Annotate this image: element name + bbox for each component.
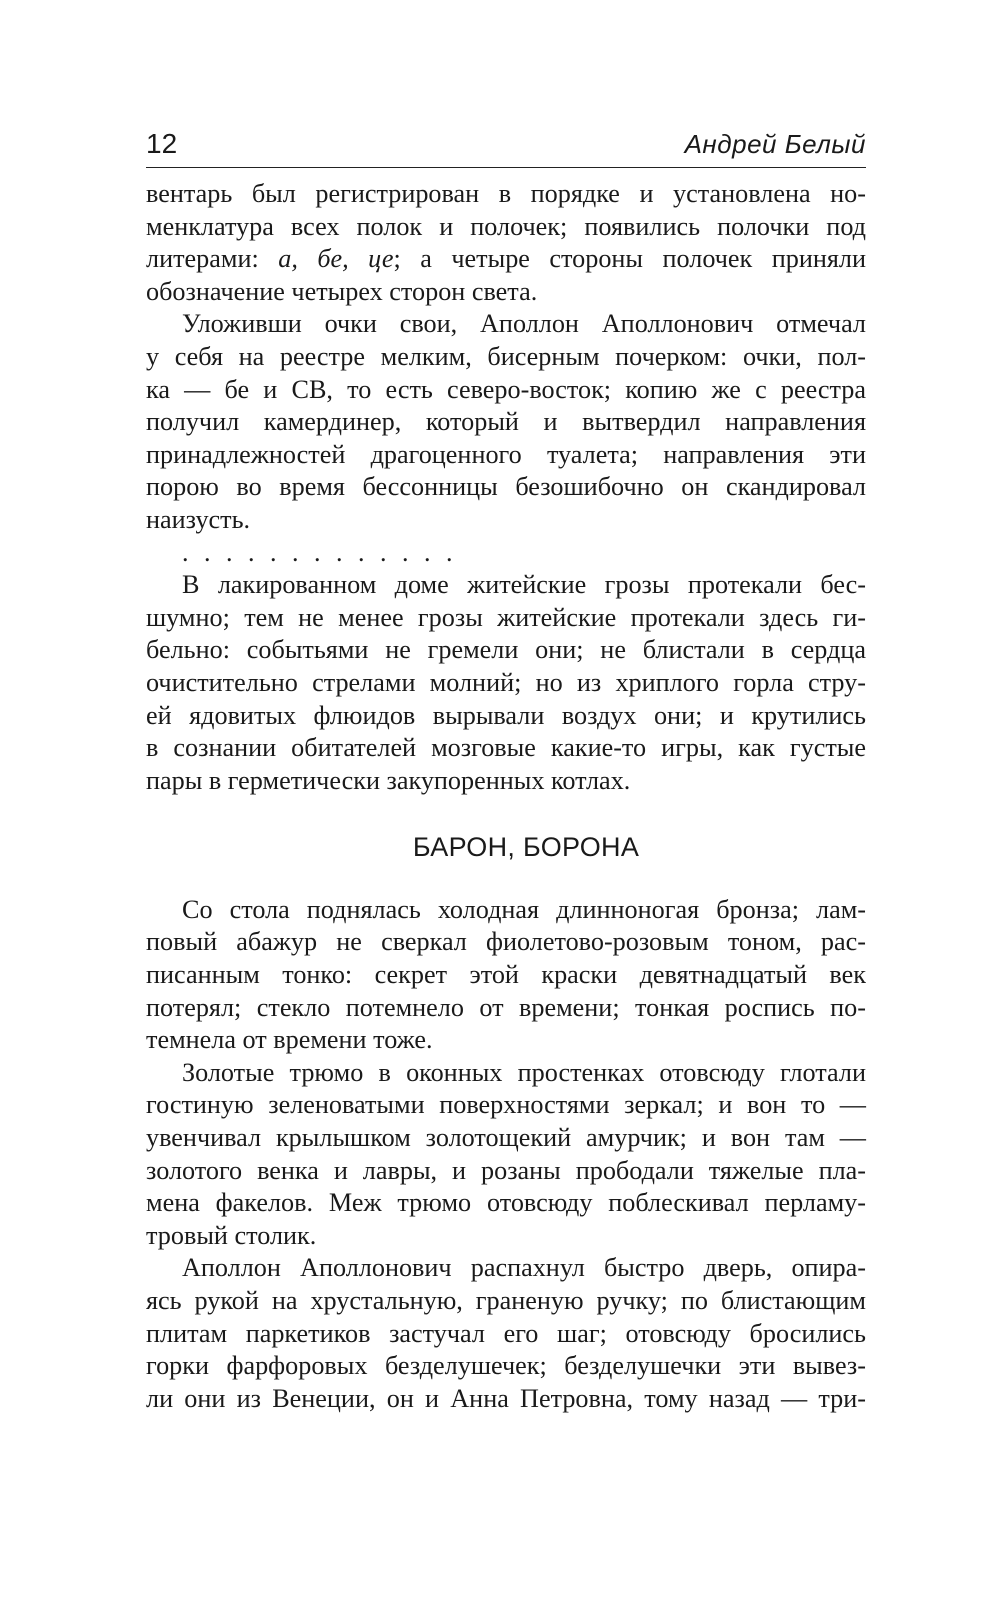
paragraph-5 <box>146 1057 866 1253</box>
body-text <box>146 178 866 1415</box>
section-title: БАРОН, БОРОНА <box>412 832 640 863</box>
text-line: обозначение четырех сторон света. <box>146 276 538 306</box>
text-line: ей ядовитых флюидов вырывали воздух они; и крутились <box>146 700 866 730</box>
text-line: принадлежностей драгоценного туалета; направления эти <box>146 439 866 469</box>
text-line: писанным тонко: секрет этой краски девятнадцатый век <box>146 960 866 990</box>
text-line: В лакированном доме житейские грозы протекали бес- <box>182 570 866 600</box>
text-line: у себя на реестре мелким, бисерным почерком: очки, пол- <box>146 341 866 371</box>
ellipsis-separator: . . . . . . . . . . . . . <box>182 537 457 567</box>
text-line: увенчивал крылышком золотощекий амурчик; и вон там — <box>146 1123 866 1153</box>
text-fragment: ; а четыре стороны полочек приняли <box>393 244 867 274</box>
paragraph-2 <box>146 308 866 536</box>
author-name: Андрей Белый <box>684 129 866 159</box>
running-head <box>146 128 866 168</box>
text-line: тровый столик. <box>146 1220 317 1250</box>
paragraph-4 <box>146 894 866 1057</box>
paragraph-3 <box>146 569 866 797</box>
text-line: Со стола поднялась холодная длинноногая бронза; лам- <box>182 894 866 924</box>
text-line: потерял; стекло потемнело от времени; тонкая роспись по- <box>146 992 866 1022</box>
text-line: очистительно стрелами молний; но из хриплого горла стру- <box>146 667 866 697</box>
text-line: плитам паркетиков застучал его шаг; отовсюду бросились <box>146 1318 866 1348</box>
paragraph-6 <box>146 1252 866 1415</box>
text-line: порою во время бессонницы безошибочно он скандировал <box>146 472 866 502</box>
text-line: мена факелов. Меж трюмо отовсюду поблескивал перламу- <box>146 1188 866 1218</box>
text-line: ли они из Венеции, он и Анна Петровна, тому назад — три- <box>146 1383 866 1413</box>
page-number: 12 <box>146 128 178 159</box>
text-line: Уложивши очки свои, Аполлон Аполлонович отмечал <box>182 309 866 339</box>
text-fragment: литерами: <box>146 244 279 274</box>
text-line: ка — бе и СВ, то есть северо-восток; копию же с реестра <box>146 374 866 404</box>
text-line: вентарь был регистрирован в порядке и установлена но- <box>146 179 866 208</box>
text-line: Аполлон Аполлонович распахнул быстро дверь, опира- <box>182 1253 866 1283</box>
text-line: повый абажур не сверкал фиолетово-розовым тоном, рас- <box>146 927 866 957</box>
text-line: шумно; тем не менее грозы житейские протекали здесь ги- <box>146 602 866 632</box>
italic-letters: а, бе, це <box>278 244 394 274</box>
text-line: гостиную зеленоватыми поверхностями зеркал; и вон то — <box>146 1090 866 1120</box>
text-line: бельно: событьями не гремели они; не блистали в сердца <box>146 635 866 665</box>
text-line: золотого венка и лавры, и розаны прободали тяжелые пла- <box>146 1155 866 1185</box>
text-line: менклатура всех полок и полочек; появились полочки под <box>146 211 866 241</box>
text-line: наизусть. <box>146 504 251 534</box>
paragraph-1 <box>146 178 866 308</box>
text-line: Золотые трюмо в оконных простенках отовсюду глотали <box>182 1057 866 1087</box>
book-page <box>146 128 866 1415</box>
text-line: пары в герметически закупоренных котлах. <box>146 765 631 795</box>
text-line: получил камердинер, который и вытвердил направления <box>146 407 866 437</box>
text-line: ясь рукой на хрустальную, граненую ручку; по блистающим <box>146 1286 866 1315</box>
text-line: темнела от времени тоже. <box>146 1025 433 1055</box>
text-line: горки фарфоровых безделушечек; безделушечки эти вывез- <box>146 1351 866 1381</box>
text-line: в сознании обитателей мозговые какие-то игры, как густые <box>146 733 866 763</box>
text-line <box>146 243 866 276</box>
